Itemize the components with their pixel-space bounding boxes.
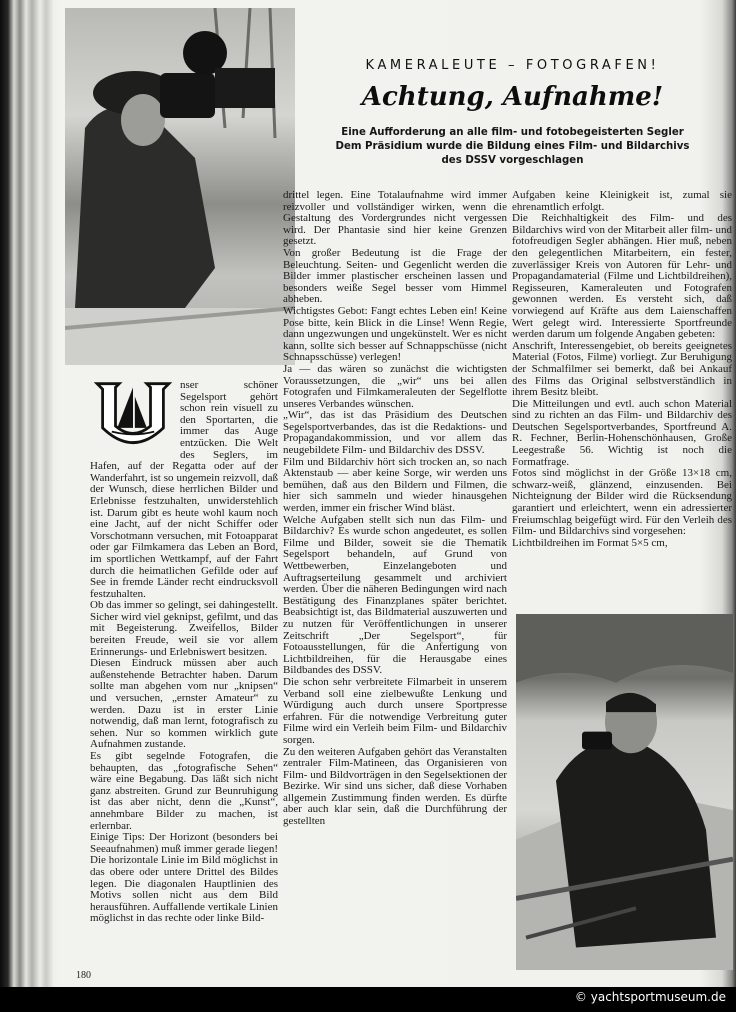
text-column-3: [512, 190, 732, 549]
paragraph: Film und Bildarchiv hört sich trocken an, so nach Aktenstaub — aber keine Sorge, wir werden uns bemühen, daß aus den Bildern und Filmen, die hier sich sammeln und wieder hinausgehen werden, immer ein frischer Wind bläst.: [283, 455, 507, 515]
subtitle-line: Dem Präsidium wurde die Bildung eines Film- und Bildarchivs: [335, 141, 690, 152]
page-number: 180: [76, 970, 91, 981]
paragraph: Anschrift, Interessengebiet, ob bereits geeignetes Material (Fotos, Filme) vorliegt. Zur Beruhigung der Schmalfilmer sei bemerkt, daß bei Ankauf des Films das Original selbstverständlich in ihrem Besitz bleibt.: [512, 339, 732, 399]
paragraph: Lichtbildreihen im Format 5×5 cm,: [512, 536, 668, 549]
paragraph: Einige Tips: Der Horizont (besonders bei Seeaufnahmen) muß immer gerade liegen! Die horizontale Linie im Bild möglichst in das obere oder untere Drittel des Bildes legen. Die diagonalen Hauptlinien des Motivs sollen nicht aus dem Bild herausführen. Auffallende vertikale Linien möglichst in das rechte oder linke Bild-: [90, 831, 278, 925]
article-subtitle: [300, 126, 725, 168]
paragraph: Zu den weiteren Aufgaben gehört das Veranstalten zentraler Film-Matineen, das Organisieren von Film- und Bildvorträgen in den Segelsektionen der Bezirke. Wir sind uns sicher, daß diese Vorhaben allgemein Zustimmung finden werden. Es dürfte aber auch klar sein, daß die Durchführung der gestellten: [283, 745, 507, 828]
section-kicker: KAMERALEUTE – FOTOGRAFEN!: [365, 58, 660, 73]
paragraph: drittel legen. Eine Totalaufnahme wird immer reizvoller und vollständiger wirken, wenn die Gestaltung des Vordergrundes nicht vergessen wird. Der Phantasie sind hier keine Grenzen gesetzt.: [283, 189, 507, 248]
paragraph: Welche Aufgaben stellt sich nun das Film- und Bildarchiv? Es wurde schon angedeutet, es sollen Filme und Bilder, soweit sie die Thematik Segelsport behandeln, auf Grund von Wettbewerben, Einzelangeboten und Auftragserteilung gesammelt und archiviert werden. Über die näheren Bedingungen wird nach Bestätigung des Finanzplanes später berichtet. Beabsichtigt ist, das Bildmaterial auszuwerten und zu nutzen für Veröffentlichungen in unserer Zeitschrift „Der Segelsport“, für Fotoausstellungen, für die Anfertigung von Lichtbildreihen, für die Herausgabe eines Bildbandes des DSSV.: [283, 513, 507, 677]
dropcap-sailboat-ornament: [90, 380, 176, 450]
paragraph: Es gibt segelnde Fotografen, die behaupten, das „fotografische Sehen“ wäre eine Begabung. Das läßt sich nicht ganz abstreiten. Grund zur Beunruhigung ist das aber nicht, denn die „Kunst“, annehmbare Bilder zu machen, ist erlernbar.: [90, 750, 278, 832]
paragraph: Fotos sind möglichst in der Größe 13×18 cm, schwarz-weiß, glänzend, einzusenden. Bei Nichteignung der Bilder wird die Rücksendung garantiert und erleichtert, wenn ein adressierter Freiumschlag beigefügt wird. Für den Verleih des Film- und Bildarchivs sind vorgesehen:: [512, 467, 732, 538]
paragraph: Aufgaben keine Kleinigkeit ist, zumal sie ehrenamtlich erfolgt.: [512, 189, 732, 213]
paragraph: Die Mitteilungen und evtl. auch schon Material sind zu richten an das Film- und Bildarchiv des Deutschen Segelsportverbandes, Sportfreund A. R. Fechner, Berlin-Hohenschönhausen, Große Leegestraße 56. Wichtig ist noch die Formatfrage.: [512, 397, 732, 468]
copyright-credit: © yachtsportmuseum.de: [574, 990, 726, 1004]
subtitle-line: Eine Aufforderung an alle film- und fotobegeisterten Segler: [341, 127, 684, 138]
text-column-1: [90, 380, 278, 925]
paragraph: Die schon sehr verbreitete Filmarbeit in unserem Verband soll eine zielbewußte Lenkung und Würdigung auch durch unsere Sportpresse erfahren. Für die notwendige Verbreitung guter Filme wird ein Verleih beim Film- und Bildarchiv sorgen.: [283, 675, 507, 746]
paragraph: Die Reichhaltigkeit des Film- und des Bildarchivs wird von der Mitarbeit aller film- und fotofreudigen Segler abhängen. Hier muß, neben den gelegentlichen Mitarbeitern, ein fester, zuverlässiger Kreis von Autoren für Lehr- und Propagandamaterial (Filme und Lichtbildreihen), Regisseuren, Kameraleuten und Fotografen gewonnen werden. Es versteht sich, daß vorwiegend auf Kräfte aus dem Laienschaffen Wert gelegt wird. Interessierte Sportfreunde werden darum um folgende Angaben gebeten:: [512, 212, 732, 341]
article-title: Achtung, Aufnahme!: [361, 82, 664, 112]
paragraph: Von großer Bedeutung ist die Frage der Beleuchtung. Seiten- und Gegenlicht werden die Bilder immer plastischer erscheinen lassen und besonders weiße Segel besser vom Himmel abheben.: [283, 246, 507, 306]
paragraph: „Wir“, das ist das Präsidium des Deutschen Segelsportverbandes, das ist die Redaktions- und Propagandakommission, und vor allem das neugebildete Film- und Bildarchiv des DSSV.: [283, 409, 507, 457]
text-column-2: [283, 190, 507, 828]
subtitle-line: des DSSV vorgeschlagen: [441, 155, 584, 166]
paragraph: Wichtigstes Gebot: Fangt echtes Leben ein! Keine Pose bitte, kein Blick in die Linse! Wenn Regie, dann ungezwungen und ungekünstelt. Wer es nicht kann, sollte sich besser auf Schnappschüsse (nicht Schnapsschüsse) verlegen!: [283, 304, 507, 364]
paragraph: nser schöner Segelsport gehört schon rein visuell zu den Sportarten, die immer das Auge entzücken. Die Welt des Seglers, im Hafen, auf der Regatta oder auf der Wanderfahrt, ist so ungemein reizvoll, daß der Wunsch, diese herrlichen Bilder und Erlebnisse festzuhalten, unwiderstehlich ist. Darum gibt es heute wohl kaum noch eine Jacht, auf der nicht Schiffer oder Vorschotmann versuchen, mit Fotoapparat oder gar Filmkamera das Leben an Bord, im sportlichen Wettkampf, auf der Fahrt durch die heimatlichen Gefilde oder auf See in fremde Länder recht eindrucksvoll festzuhalten.: [90, 379, 278, 600]
photo-cameraman-with-film-camera: [65, 8, 295, 365]
paragraph: Ja — das wären so zunächst die wichtigsten Voraussetzungen, die „wir“ uns bei allen Fotografen und Filmkameraleuten der Segelflotte unseres Verbandes wünschen.: [283, 362, 507, 410]
photo-photographer-in-boat: [516, 614, 733, 970]
paragraph: Diesen Eindruck müssen aber auch außenstehende Betrachter haben. Darum sollte man abgehen vom nur „knipsen“ und versuchen, „ernster Amateur“ zu werden. Dazu ist in erster Linie notwendig, daß man lernt, fotografisch zu sehen. Nur so kommen wirklich gute Aufnahmen zustande.: [90, 657, 278, 751]
paragraph: Ob das immer so gelingt, sei dahingestellt. Sicher wird viel geknipst, gefilmt, und das mit Begeisterung. Zweifellos, Bilder bereiten Freude, weil sie vor allem Erinnerungs- und Erlebniswert besitzen.: [90, 599, 278, 658]
footer-bar: [0, 987, 736, 1012]
